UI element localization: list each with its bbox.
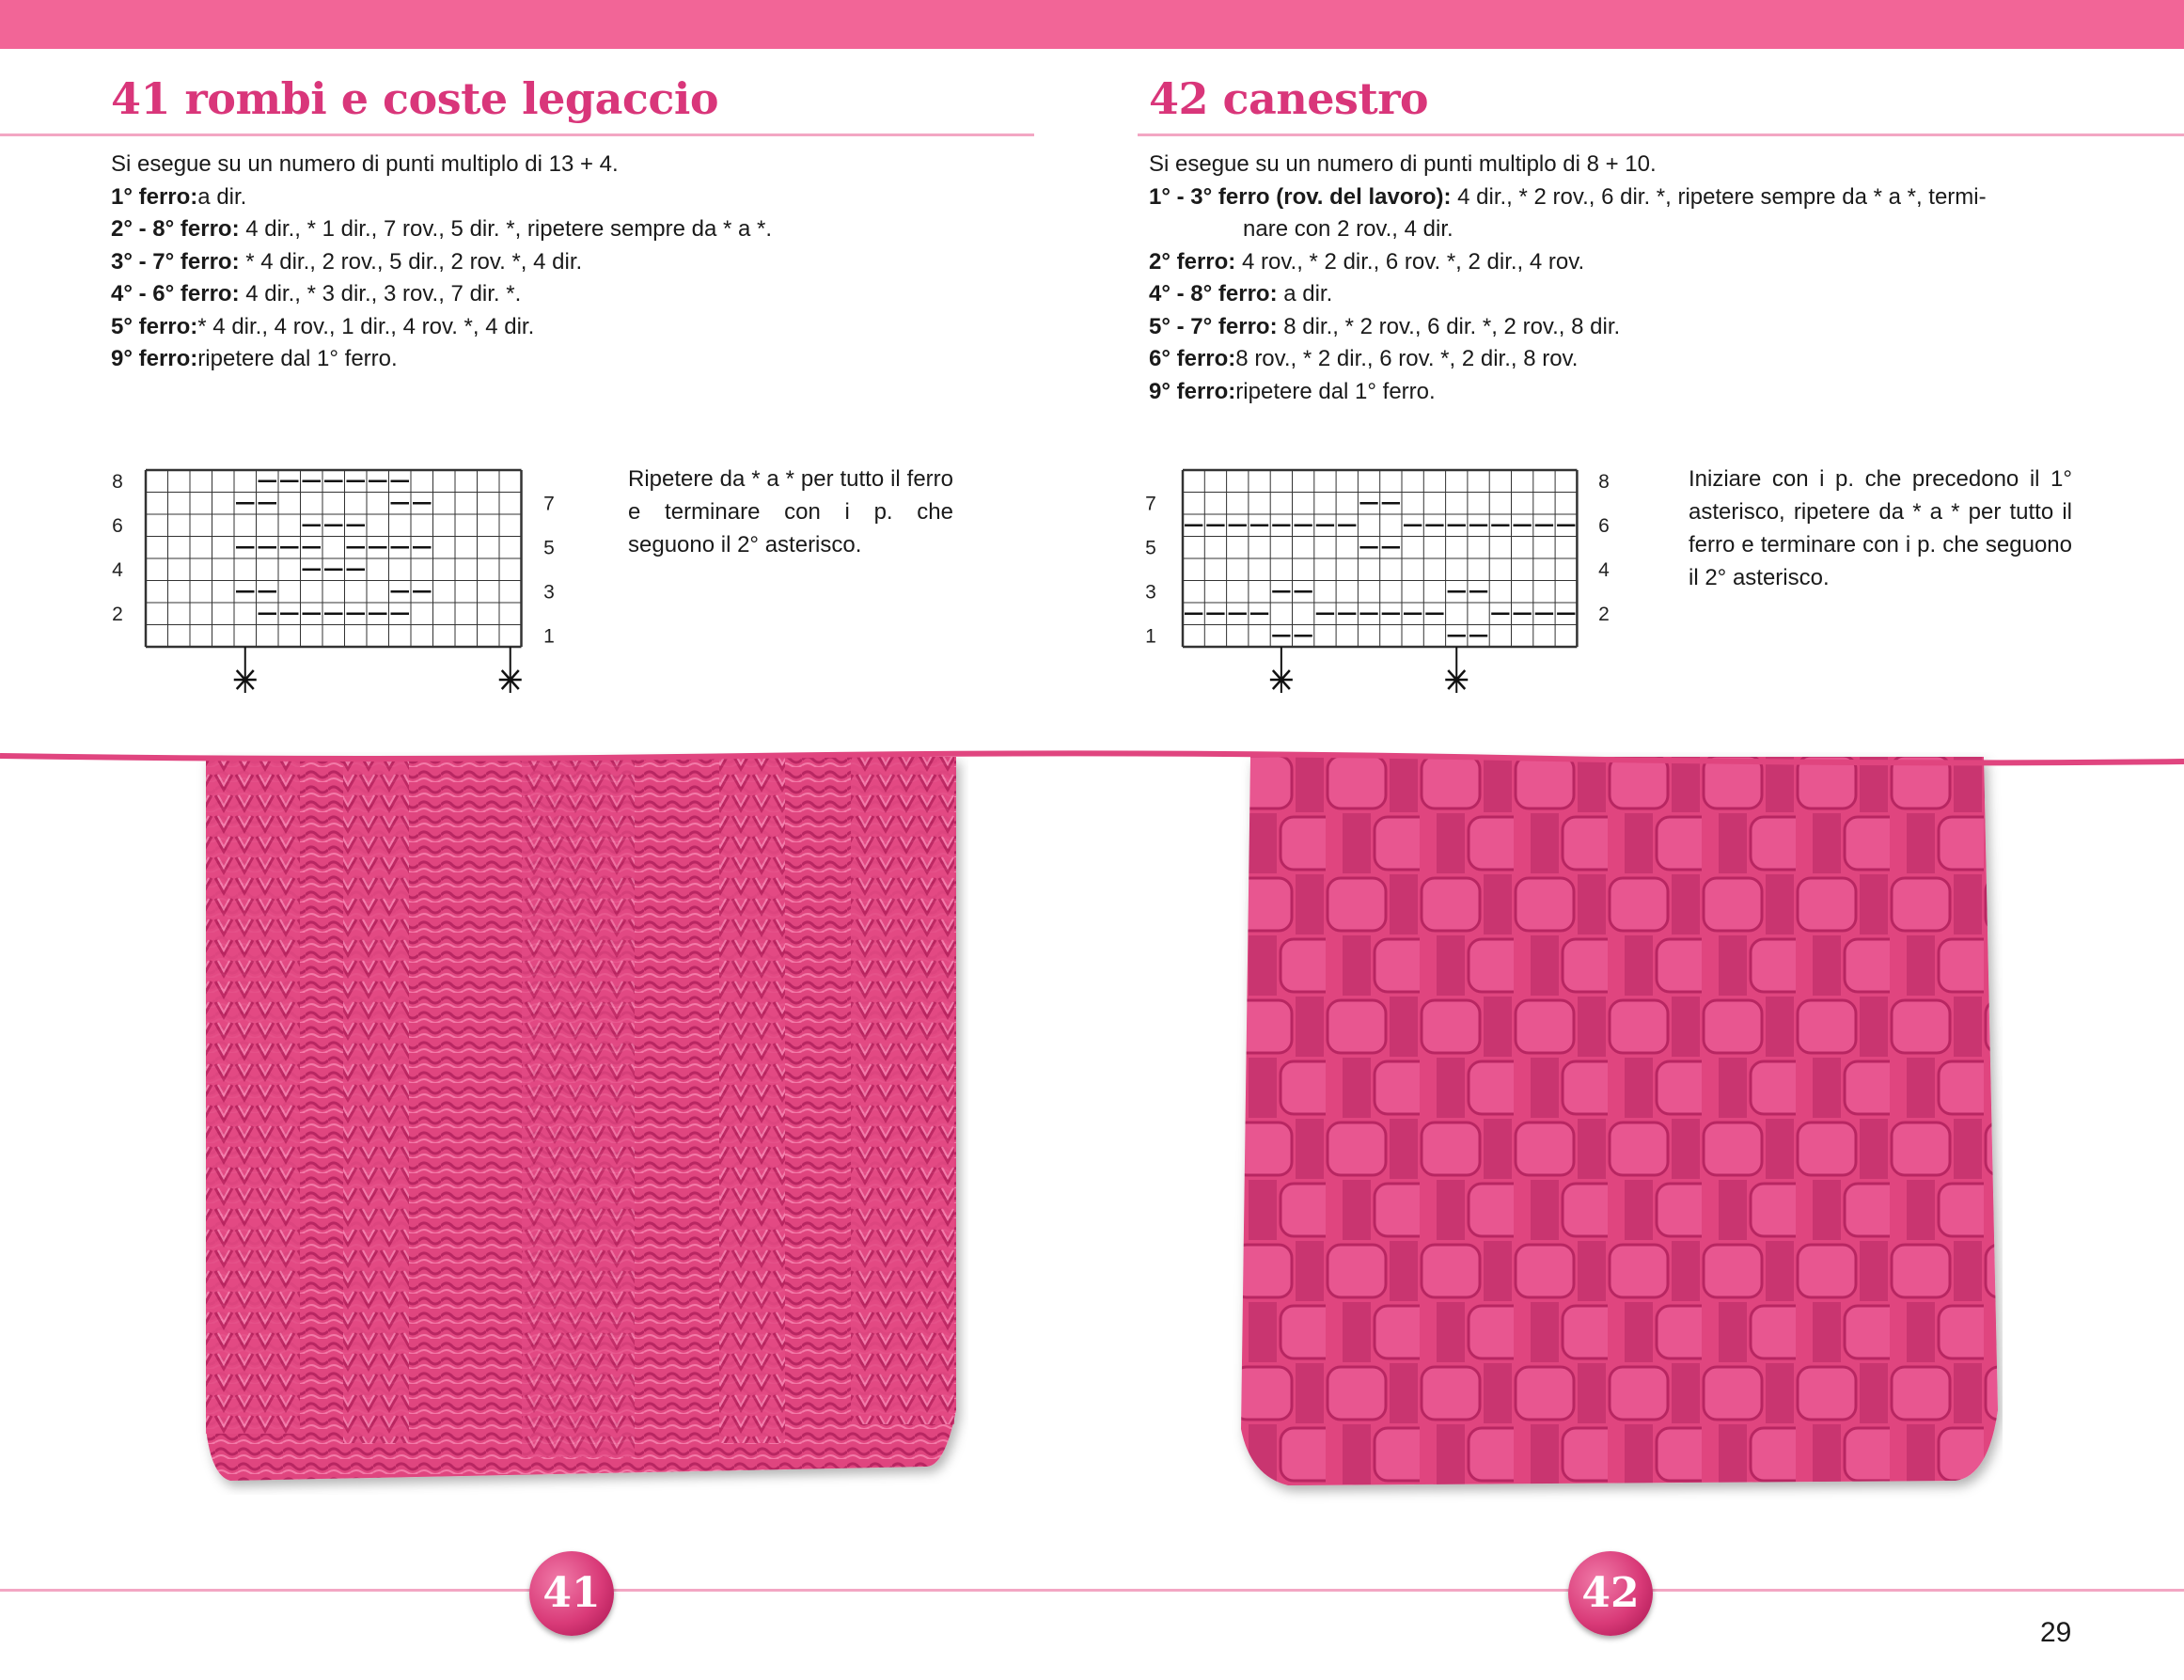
chart-note-41: Ripetere da * a * per tutto il ferro e terminare con i p. che seguono il 2° asterisco.	[628, 466, 953, 557]
chart-row-number: 3	[543, 581, 555, 604]
instruction-text: 4 dir., * 3 dir., 3 rov., 7 dir. *.	[239, 281, 522, 306]
stitch-chart-41	[94, 461, 583, 705]
instruction-text: 8 rov., * 2 dir., 6 rov. *, 2 dir., 8 rov.	[1235, 346, 1579, 371]
instruction-line	[111, 149, 1051, 181]
instructions-42	[1149, 149, 2174, 408]
chart-row-number: 1	[543, 625, 555, 648]
bottom-rule	[0, 1589, 2184, 1592]
instruction-text: 4 rov., * 2 dir., 6 rov. *, 2 dir., 4 rov.	[1235, 248, 1585, 275]
instruction-text: a dir.	[197, 183, 247, 210]
chart-row-number: 1	[1145, 625, 1156, 648]
instruction-text: 4 dir., * 2 rov., 6 dir. *, ripetere sempre da * a *, termi-	[1451, 183, 1987, 210]
instruction-row-label: 5° ferro:	[111, 313, 198, 339]
instruction-text: * 4 dir., 4 rov., 1 dir., 4 rov. *, 4 dir.	[197, 313, 535, 339]
instruction-line	[111, 343, 1051, 376]
chart-note-42: Iniziare con i p. che precedono il 1° asterisco, ripetere da * a * per tutto il ferro e terminare con i p. che seguono il 2° asterisco.	[1689, 466, 2072, 590]
instruction-row-label: 2° - 8° ferro:	[111, 216, 240, 242]
instruction-row-label: 3° - 7° ferro:	[111, 248, 240, 275]
chart-row-number: 7	[543, 493, 555, 515]
chart-row-number: 2	[1598, 603, 1610, 625]
instruction-line	[1149, 311, 2174, 344]
stitch-chart-42	[1136, 461, 1634, 705]
instruction-row-label: 9° ferro:	[111, 346, 198, 371]
instruction-text: ripetere dal 1° ferro.	[1235, 378, 1436, 404]
instruction-line	[1149, 246, 2174, 279]
chart-row-number: 7	[1145, 493, 1156, 515]
instruction-text: Si esegue su un numero di punti multiplo di 8 + 10.	[1149, 151, 1657, 177]
instruction-row-label: 9° ferro:	[1149, 378, 1236, 404]
instruction-row-label: 4° - 6° ferro:	[111, 281, 240, 306]
chart-row-number: 4	[112, 558, 123, 581]
instruction-row-label: 6° ferro:	[1149, 346, 1236, 371]
chart-row-number: 8	[112, 470, 123, 493]
instruction-line	[111, 181, 1051, 214]
chart-row-number: 5	[543, 537, 555, 559]
instruction-text: * 4 dir., 2 rov., 5 dir., 2 rov. *, 4 dir.	[239, 248, 583, 275]
instruction-line	[1149, 278, 2174, 311]
title-rule-left	[0, 133, 1034, 136]
instruction-line	[1149, 213, 2174, 246]
instruction-row-label: 1° - 3° ferro (rov. del lavoro):	[1149, 183, 1452, 210]
page-number: 29	[2040, 1617, 2072, 1648]
knit-swatch-photo-41	[193, 752, 968, 1495]
instruction-line	[1149, 149, 2174, 181]
chart-row-number: 4	[1598, 558, 1610, 581]
chart-row-number: 8	[1598, 470, 1610, 493]
instruction-text: nare con 2 rov., 4 dir.	[1243, 216, 1453, 242]
instruction-line	[111, 213, 1051, 246]
instruction-line	[111, 246, 1051, 279]
instruction-text: ripetere dal 1° ferro.	[197, 346, 398, 371]
section-title-42: 42 canestro	[1149, 73, 1429, 124]
instruction-line	[111, 311, 1051, 344]
instruction-text: 8 dir., * 2 rov., 6 dir. *, 2 rov., 8 dir.	[1277, 313, 1621, 339]
title-rule-right	[1138, 133, 2184, 136]
chart-row-number: 5	[1145, 537, 1156, 559]
instruction-row-label: 4° - 8° ferro:	[1149, 281, 1278, 306]
instructions-41	[111, 149, 1051, 376]
chart-row-number: 3	[1145, 581, 1156, 604]
chart-row-number: 2	[112, 603, 123, 625]
instruction-line	[1149, 181, 2174, 214]
knit-swatch-photo-42	[1232, 752, 2003, 1504]
instruction-line	[111, 278, 1051, 311]
instruction-row-label: 1° ferro:	[111, 183, 198, 210]
instruction-line	[1149, 343, 2174, 376]
chart-row-number: 6	[112, 514, 123, 537]
instruction-text: a dir.	[1277, 281, 1333, 306]
yarn-ball-badge-41: 41	[529, 1551, 614, 1636]
top-accent-bar	[0, 0, 2184, 49]
instruction-row-label: 2° ferro:	[1149, 248, 1236, 275]
section-title-41: 41 rombi e coste legaccio	[111, 73, 719, 124]
instruction-line	[1149, 376, 2174, 409]
chart-row-number: 6	[1598, 514, 1610, 537]
instruction-text: 4 dir., * 1 dir., 7 rov., 5 dir. *, ripetere sempre da * a *.	[239, 216, 773, 242]
yarn-ball-badge-42: 42	[1568, 1551, 1653, 1636]
instruction-row-label: 5° - 7° ferro:	[1149, 313, 1278, 339]
yarn-strand	[0, 746, 2184, 773]
instruction-text: Si esegue su un numero di punti multiplo di 13 + 4.	[111, 151, 619, 177]
